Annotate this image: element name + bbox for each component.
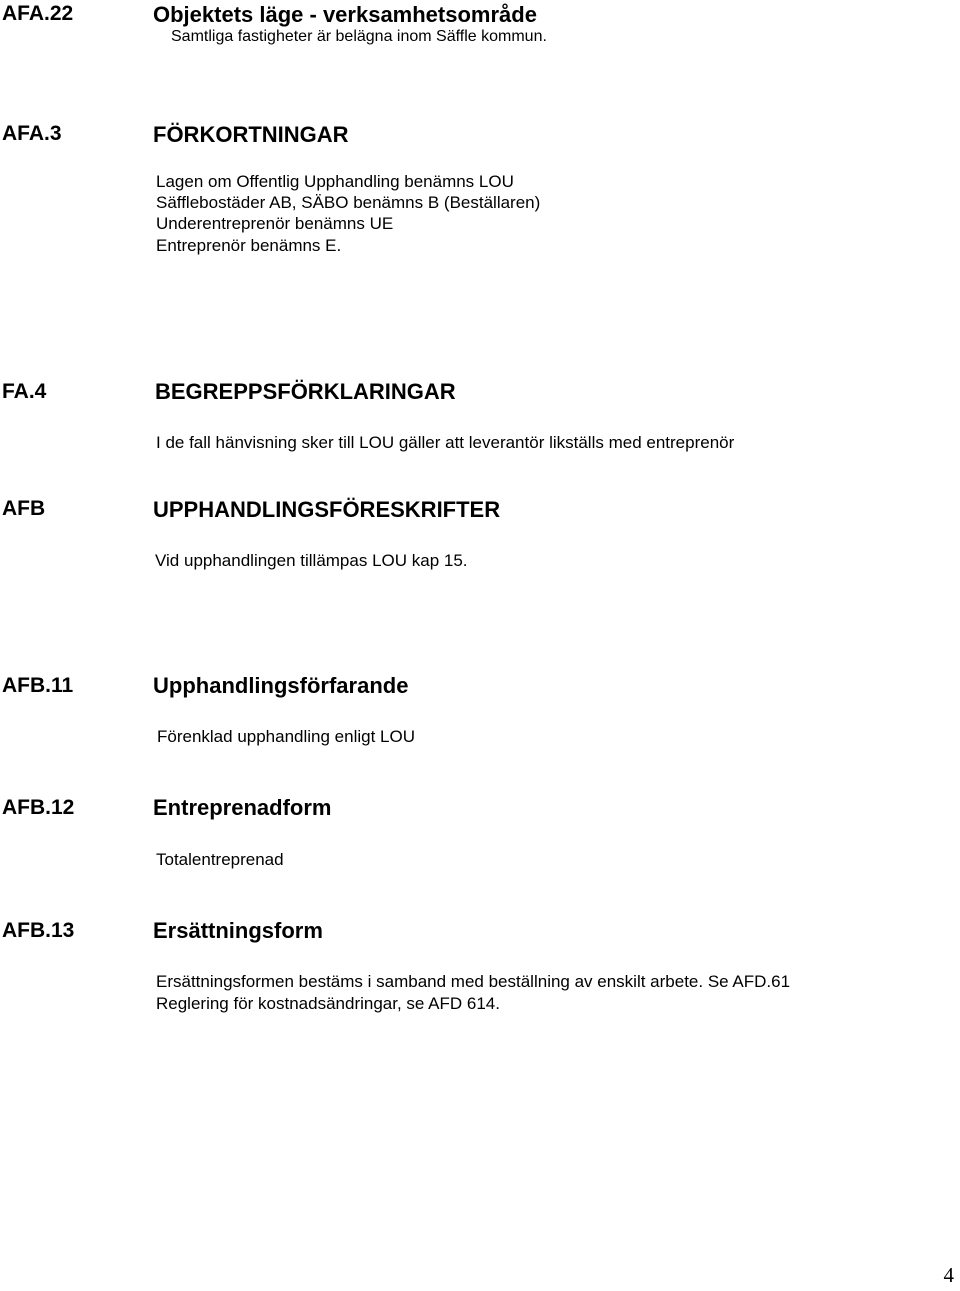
section-heading-afb12: Entreprenadform — [153, 795, 332, 820]
section-code-afb13: AFB.13 — [2, 919, 75, 942]
section-text-afb-line-1: Vid upphandlingen tillämpas LOU kap 15. — [155, 551, 468, 570]
section-heading-afb11: Upphandlingsförfarande — [153, 673, 409, 698]
section-text-afb12-line-1: Totalentreprenad — [156, 850, 284, 869]
section-heading-afa3: FÖRKORTNINGAR — [153, 122, 349, 147]
section-text-afa3-line-1: Lagen om Offentlig Upphandling benämns LOU — [156, 172, 514, 191]
section-heading-afb13: Ersättningsform — [153, 918, 323, 943]
page-number: 4 — [943, 1263, 954, 1287]
section-text-afb11-line-1: Förenklad upphandling enligt LOU — [157, 727, 416, 746]
section-heading-fa4: BEGREPPSFÖRKLARINGAR — [155, 379, 456, 404]
section-code-afb11: AFB.11 — [2, 674, 74, 697]
section-text-afb13-line-2: Reglering för kostnadsändringar, se AFD 614. — [156, 994, 500, 1013]
section-text-fa4-line-1: I de fall hänvisning sker till LOU gäller att leverantör likställs med entreprenör — [156, 433, 735, 452]
section-text-afa3-line-4: Entreprenör benämns E. — [156, 236, 342, 255]
section-code-afa22: AFA.22 — [2, 2, 74, 25]
section-code-afb12: AFB.12 — [2, 796, 75, 819]
section-code-fa4: FA.4 — [2, 380, 47, 403]
section-heading-afa22: Objektets läge - verksamhetsområde — [153, 2, 537, 27]
section-text-afa22-line-1: Samtliga fastigheter är belägna inom Säffle kommun. — [171, 28, 547, 45]
section-heading-afb: UPPHANDLINGSFÖRESKRIFTER — [153, 497, 501, 522]
section-text-afb13-line-1: Ersättningsformen bestäms i samband med beställning av enskilt arbete. Se AFD.61 — [156, 972, 791, 991]
section-code-afa3: AFA.3 — [2, 122, 62, 145]
section-text-afa3-line-3: Underentreprenör benämns UE — [156, 214, 394, 233]
section-text-afa3-line-2: Säfflebostäder AB, SÄBO benämns B (Beställaren) — [156, 193, 541, 212]
section-code-afb: AFB — [2, 497, 46, 520]
